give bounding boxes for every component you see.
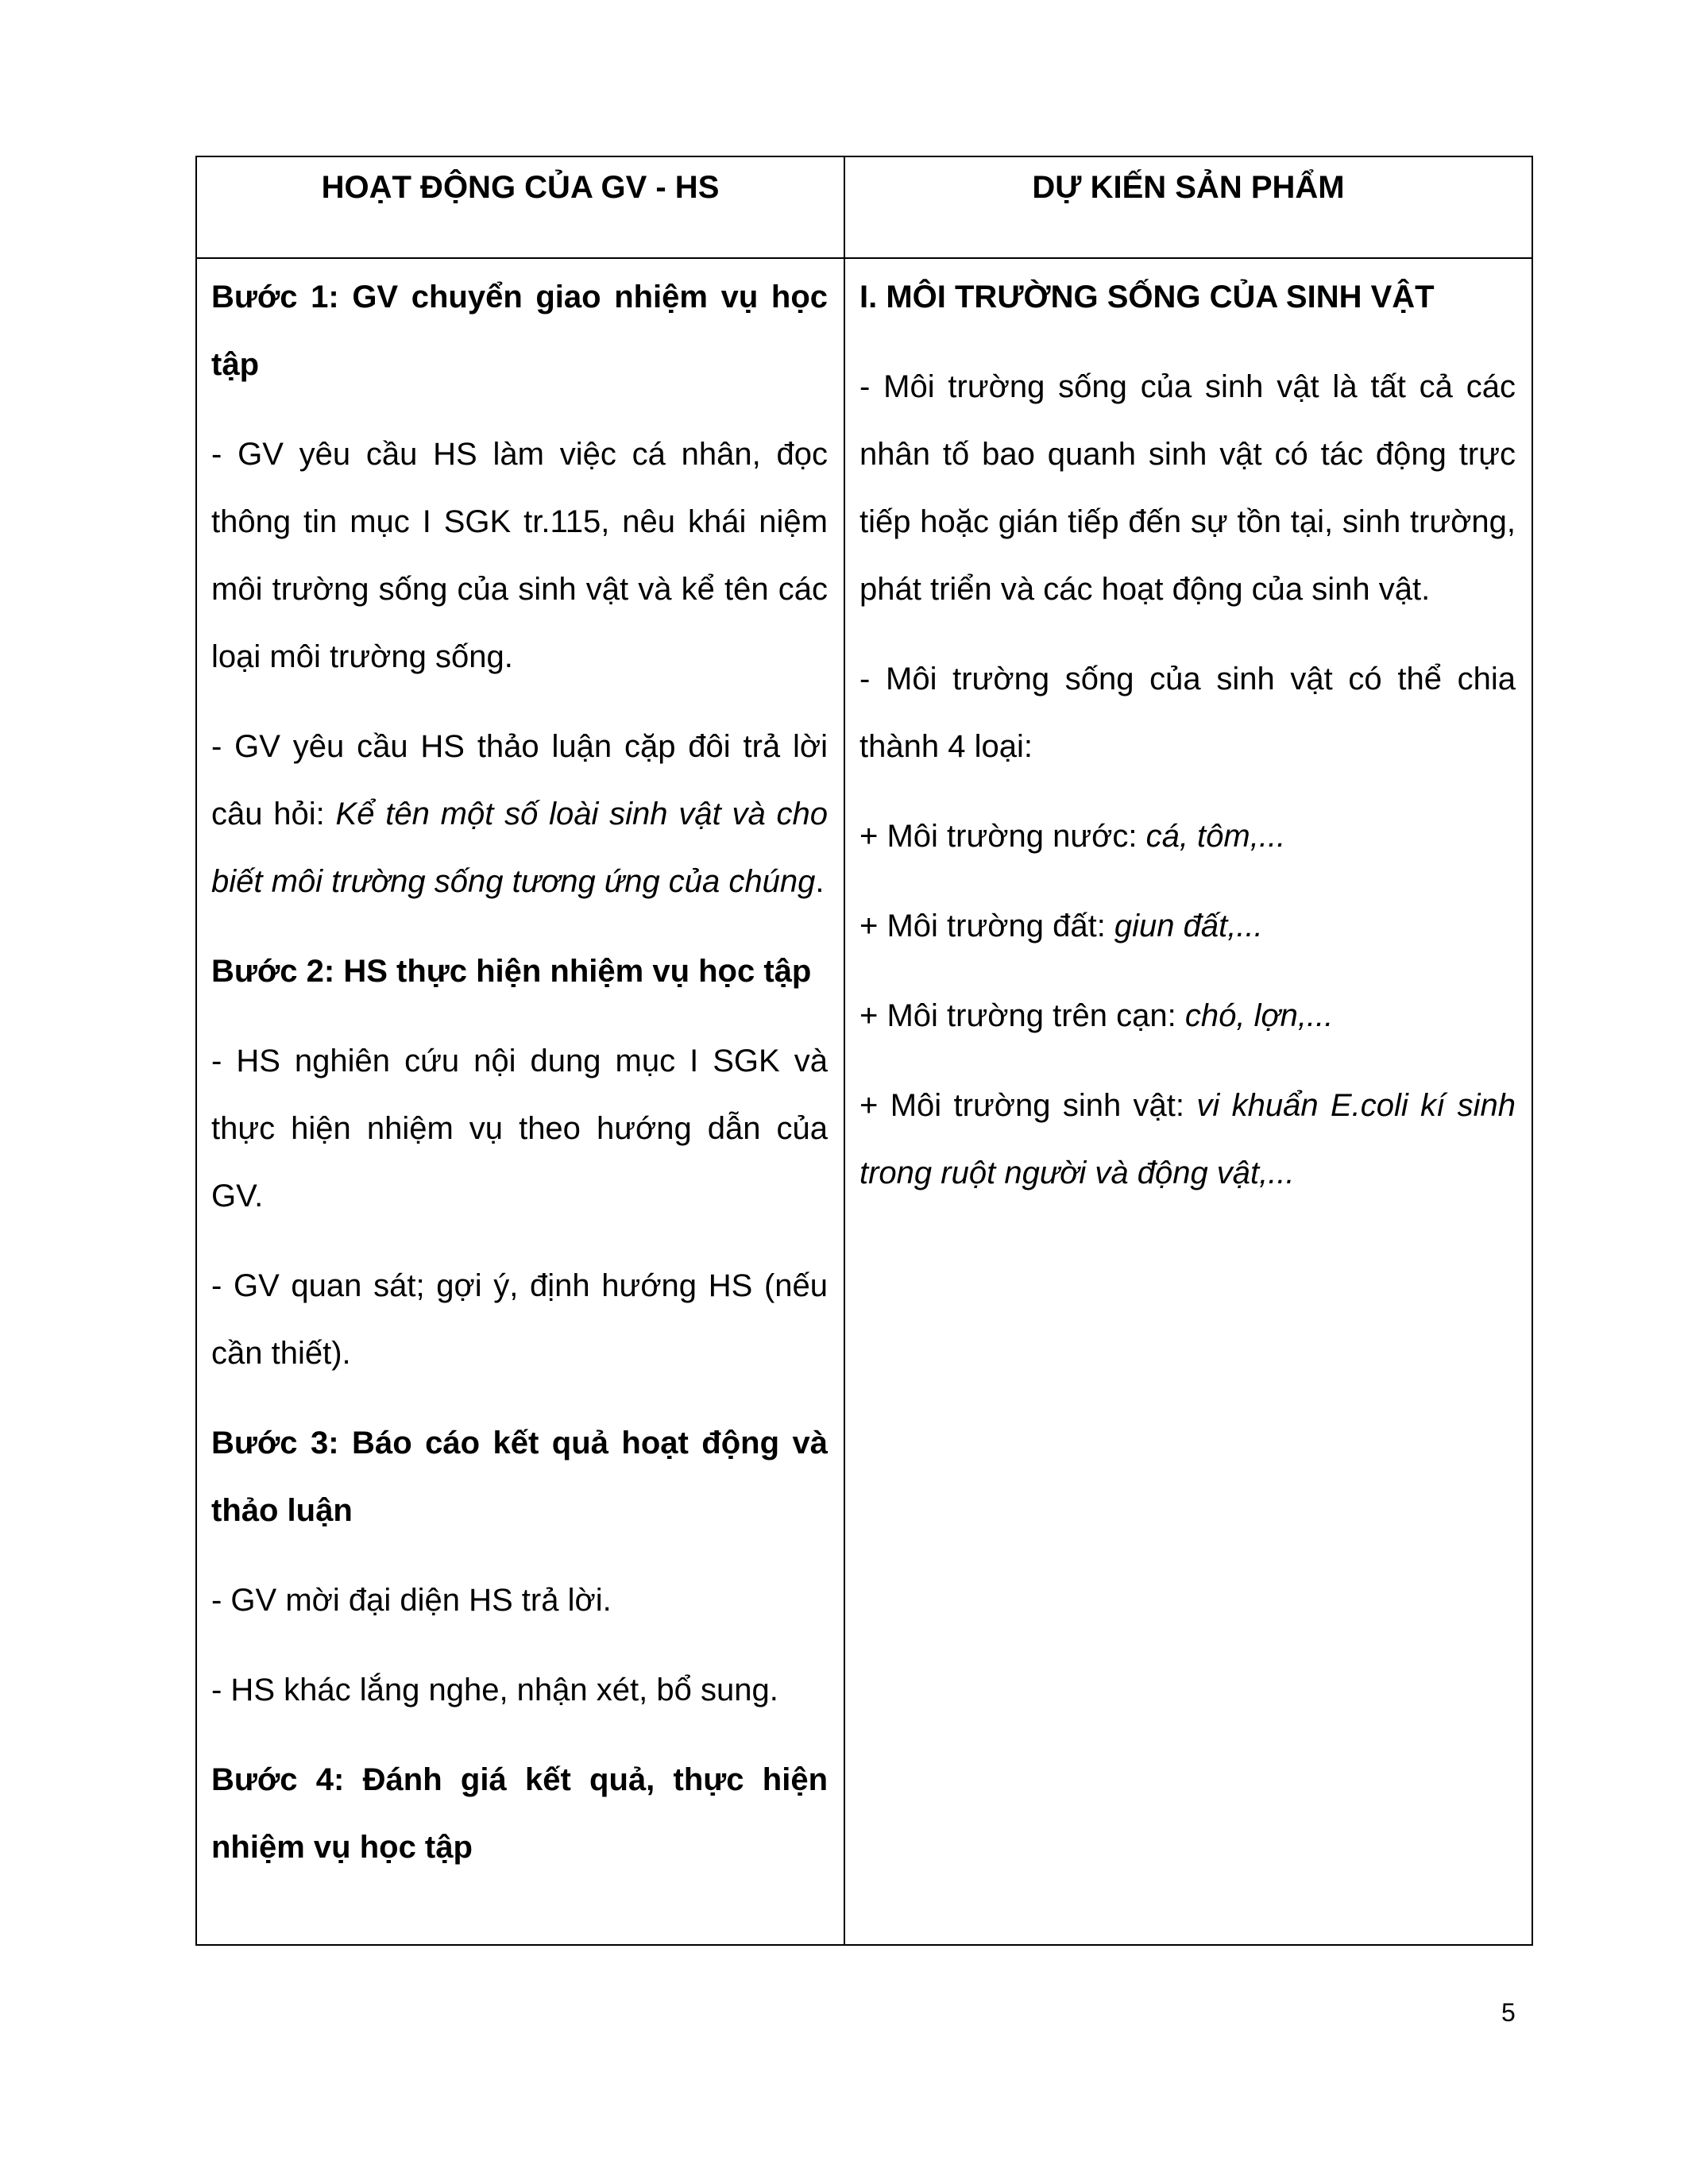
step2-paragraph-2: - GV quan sát; gợi ý, định hướng HS (nếu cần thiết). — [211, 1268, 828, 1371]
step1-paragraph-2-prefix: - GV yêu cầu HS thảo luận cặp đôi trả lời câu hỏi: — [211, 729, 828, 832]
activity-column — [196, 258, 844, 1945]
environment-item-example: vi khuẩn E.coli kí sinh trong ruột người và động vật,... — [859, 1088, 1516, 1190]
environment-item-example: cá, tôm,... — [1145, 819, 1286, 854]
environment-item-example: chó, lợn,... — [1184, 998, 1334, 1033]
product-column — [844, 258, 1532, 1945]
step1-question: Kể tên một số loài sinh vật và cho biết môi trường sống tương ứng của chúng — [211, 797, 828, 899]
classification-paragraph: - Môi trường sống của sinh vật có thể chia thành 4 loại: — [859, 662, 1516, 764]
step3-paragraph-1: - GV mời đại diện HS trả lời. — [211, 1583, 612, 1618]
step1-paragraph-2-suffix: . — [815, 864, 825, 899]
step4-title: Bước 4: Đánh giá kết quả, thực hiện nhiệm vụ học tập — [211, 1762, 828, 1865]
definition-paragraph: - Môi trường sống của sinh vật là tất cả các nhân tố bao quanh sinh vật có tác động trực tiếp hoặc gián tiếp đến sự tồn tại, sinh trường, phát triển và các hoạt động của sinh vật. — [859, 369, 1516, 607]
table-body-row — [196, 258, 1532, 1945]
step2-paragraph-1: - HS nghiên cứu nội dung mục I SGK và thực hiện nhiệm vụ theo hướng dẫn của GV. — [211, 1044, 828, 1214]
page-number: 5 — [1501, 1998, 1516, 2027]
environment-item-organism — [859, 1072, 1516, 1207]
environment-item-soil — [859, 893, 1516, 960]
environment-item-water — [859, 803, 1516, 870]
header-expected-product: DỰ KIẾN SẢN PHẨM — [844, 156, 1532, 258]
step3-title: Bước 3: Báo cáo kết quả hoạt động và thảo luận — [211, 1426, 828, 1528]
activity-table — [195, 156, 1533, 1946]
environment-item-land — [859, 982, 1516, 1050]
environment-item-label: + Môi trường sinh vật: — [859, 1088, 1197, 1123]
environment-item-label: + Môi trường trên cạn: — [859, 998, 1185, 1033]
step1-paragraph-1: - GV yêu cầu HS làm việc cá nhân, đọc thông tin mục I SGK tr.115, nêu khái niệm môi trường sống của sinh vật và kể tên các loại môi trường sống. — [211, 437, 828, 674]
header-teacher-student-activity: HOẠT ĐỘNG CỦA GV - HS — [196, 156, 844, 258]
environment-item-example: giun đất,... — [1114, 909, 1263, 943]
step2-title: Bước 2: HS thực hiện nhiệm vụ học tập — [211, 954, 812, 989]
environment-item-label: + Môi trường đất: — [859, 909, 1114, 943]
step1-title: Bước 1: GV chuyển giao nhiệm vụ học tập — [211, 280, 828, 382]
table-header-row — [196, 156, 1532, 258]
section-title: I. MÔI TRƯỜNG SỐNG CỦA SINH VẬT — [859, 280, 1435, 314]
environment-item-label: + Môi trường nước: — [859, 819, 1146, 854]
step1-paragraph-2 — [211, 713, 828, 916]
step3-paragraph-2: - HS khác lắng nghe, nhận xét, bổ sung. — [211, 1673, 778, 1707]
